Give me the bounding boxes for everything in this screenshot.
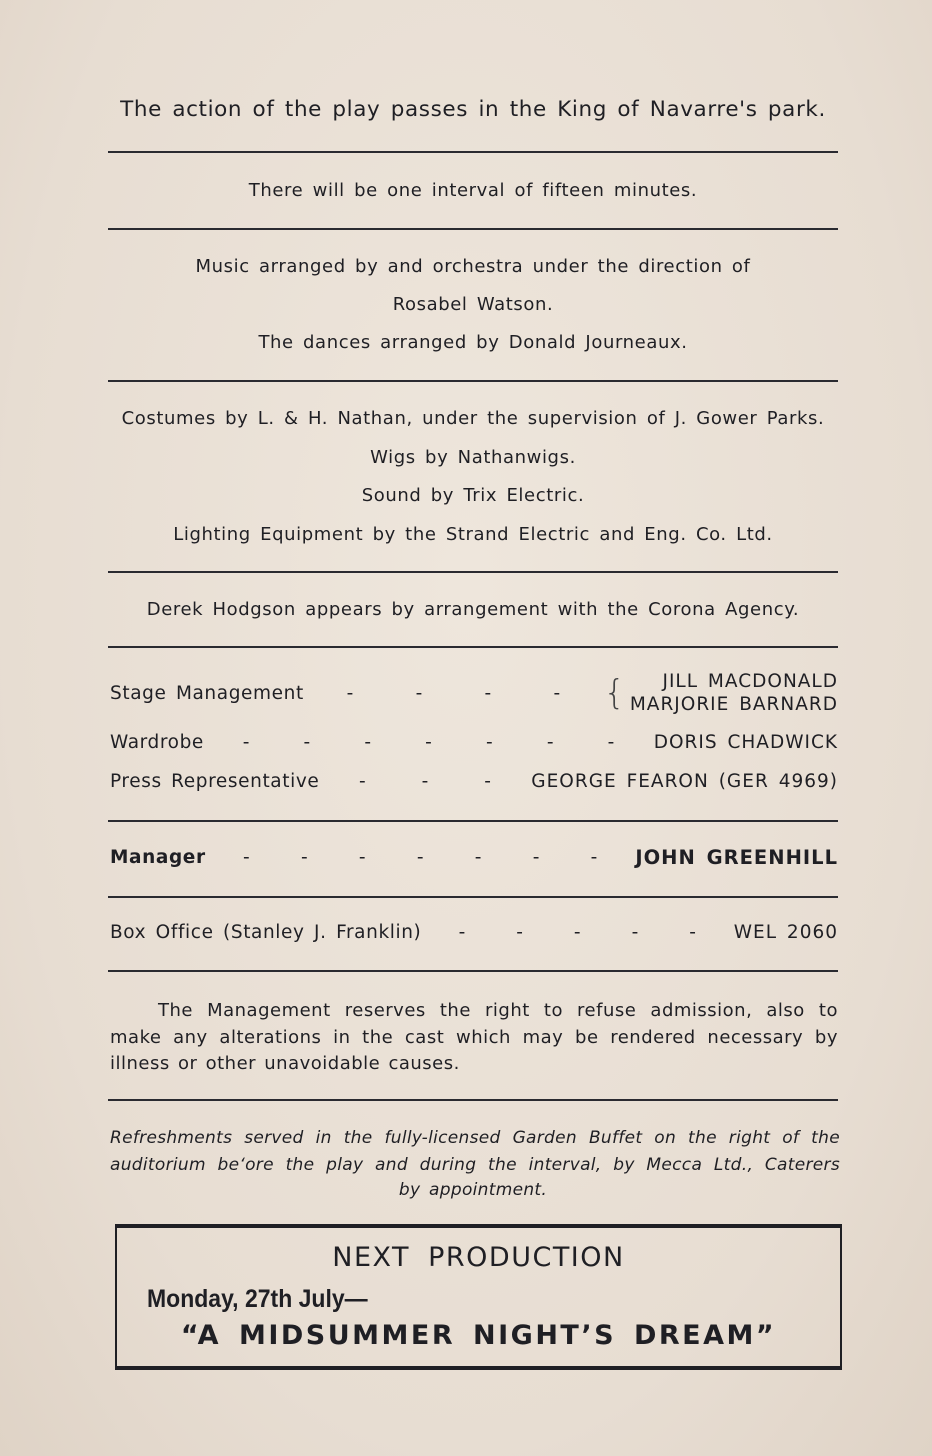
staff-label: Box Office (Stanley J. Franklin) [110,922,422,943]
staff-row-press [110,771,838,792]
lighting-credit: Lighting Equipment by the Strand Electric and Eng. Co. Ltd. [173,524,773,545]
divider [108,896,838,898]
costumes-credit: Costumes by L. & H. Nathan, under the supervision of J. Gower Parks. [121,408,825,429]
leader-dots: - - - [359,771,492,792]
staff-row-stage-management [110,670,838,716]
divider [108,646,838,648]
next-production-box [115,1224,842,1370]
divider [108,571,838,573]
agency-note: Derek Hodgson appears by arrangement with the Corona Agency. [146,599,800,620]
staff-label: Press Representative [110,771,320,792]
leader-dots: - - - - - [458,922,697,943]
refreshments-note: Refreshments served in the fully-licensed Garden Buffet on the right of the auditorium beʻore the play and during the interval, by Mecca Ltd., Caterers [110,1128,840,1175]
divider [108,970,838,972]
management-notice: The Management reserves the right to refuse admission, also to make any alterations in the cast which may be rendered necessary by illness or other unavoidable causes. [110,1000,838,1074]
divider [108,1099,838,1101]
staff-name: GEORGE FEARON (GER 4969) [531,771,838,792]
staff-name: JILL MACDONALD [662,671,838,692]
music-line-2: Rosabel Watson. [392,294,554,315]
dances-line: The dances arranged by Donald Journeaux. [258,332,688,353]
refreshments-note-end: by appointment. [398,1180,548,1200]
staff-name: DORIS CHADWICK [653,732,838,753]
next-production-heading: NEXT PRODUCTION [332,1242,625,1273]
staff-names [630,670,838,716]
staff-label: Wardrobe [110,732,204,753]
staff-row-manager [110,846,838,869]
divider [108,380,838,382]
wigs-credit: Wigs by Nathanwigs. [370,447,576,468]
brace: { [603,673,626,713]
staff-row-wardrobe [110,732,838,753]
staff-label: Manager [110,847,206,868]
staff-name: MARJORIE BARNARD [629,694,838,715]
next-production-date: Monday, 27th July— [147,1285,368,1313]
music-line-1: Music arranged by and orchestra under the direction of [195,256,751,277]
interval-text: There will be one interval of fifteen minutes. [248,180,698,201]
divider [108,228,838,230]
divider [108,151,838,153]
staff-row-box-office [110,922,838,943]
leader-dots: - - - - - - - [243,847,598,868]
setting-text: The action of the play passes in the King of Navarre's park. [120,97,826,122]
divider [108,820,838,822]
leader-dots: - - - - [346,682,561,704]
next-production-title: “A MIDSUMMER NIGHT’S DREAM” [180,1320,777,1351]
staff-name: JOHN GREENHILL [635,846,838,869]
sound-credit: Sound by Trix Electric. [361,485,585,506]
staff-name: WEL 2060 [733,922,838,943]
staff-label: Stage Management [110,682,304,704]
leader-dots: - - - - - - - [242,732,615,753]
